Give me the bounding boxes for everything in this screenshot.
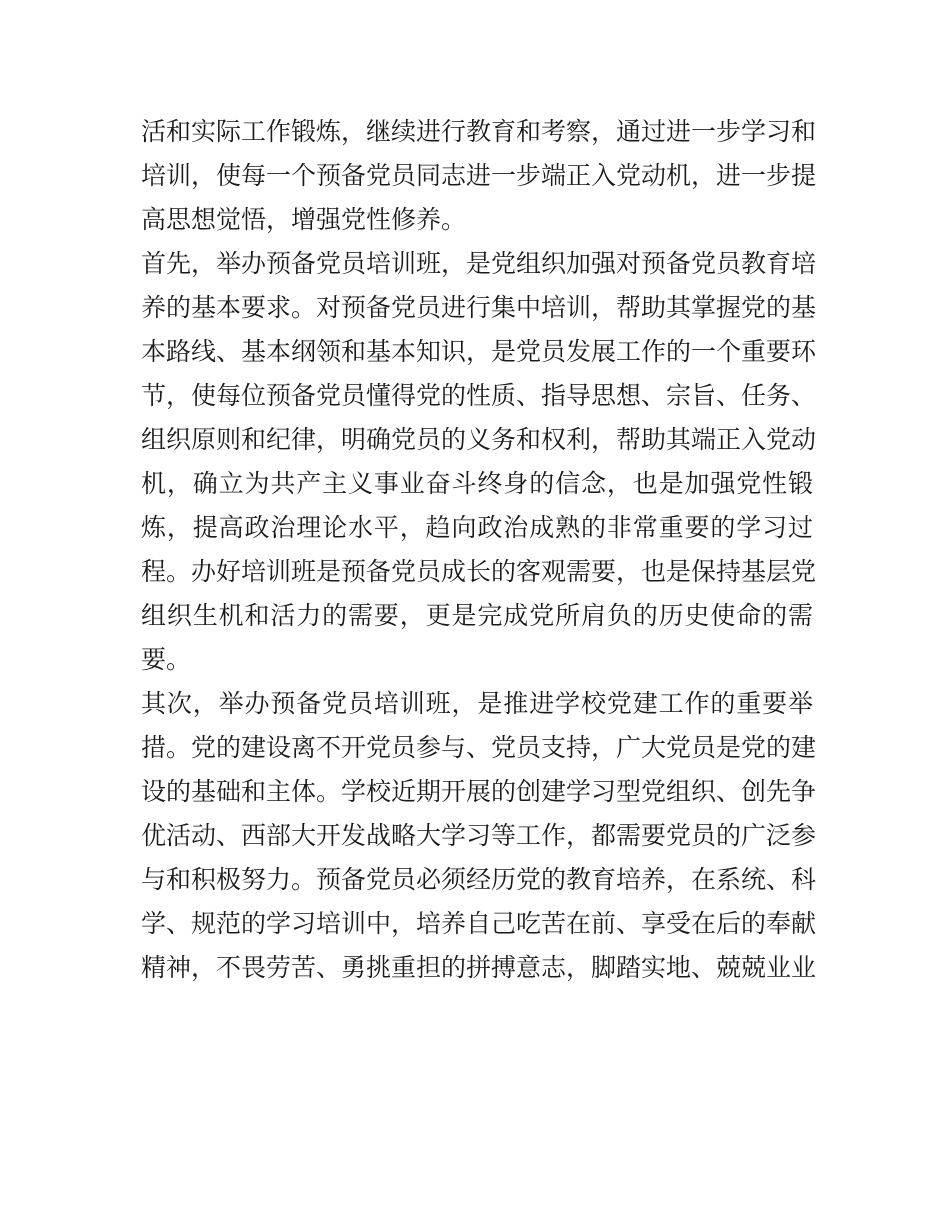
text-line: 组织生机和活力的需要，更是完成党所肩负的历史使命的需	[141, 601, 813, 630]
text-line: 培训，使每一个预备党员同志进一步端正入党动机，进一步提	[141, 161, 817, 190]
text-line: 措。党的建设离不开党员参与、党员支持，广大党员是党的建	[141, 733, 817, 762]
text-line: 与和积极努力。预备党员必须经历党的教育培养，在系统、科	[141, 865, 817, 894]
text-line: 高思想觉悟，增强党性修养。	[141, 205, 467, 234]
text-line: 活和实际工作锻炼，继续进行教育和考察，通过进一步学习和	[141, 117, 817, 146]
document-body	[141, 110, 817, 990]
text-line: 机，确立为共产主义事业奋斗终身的信念，也是加强党性锻	[141, 469, 813, 498]
text-line: 程。办好培训班是预备党员成长的客观需要，也是保持基层党	[141, 557, 817, 586]
text-line: 优活动、西部大开发战略大学习等工作，都需要党员的广泛参	[141, 821, 817, 850]
text-line: 本路线、基本纲领和基本知识，是党员发展工作的一个重要环	[141, 337, 817, 366]
text-line: 组织原则和纪律，明确党员的义务和权利，帮助其端正入党动	[141, 425, 817, 454]
text-line: 要。	[141, 645, 192, 674]
paragraph-2	[141, 242, 817, 682]
text-line: 精神，不畏劳苦、勇挑重担的拼搏意志，脚踏实地、兢兢业业	[141, 953, 817, 982]
text-line: 养的基本要求。对预备党员进行集中培训，帮助其掌握党的基	[141, 293, 817, 322]
text-line: 学、规范的学习培训中，培养自己吃苦在前、享受在后的奉献	[141, 909, 817, 938]
text-line: 炼，提高政治理论水平，趋向政治成熟的非常重要的学习过	[141, 513, 813, 542]
text-line: 其次，举办预备党员培训班，是推进学校党建工作的重要举	[141, 689, 813, 718]
text-line: 设的基础和主体。学校近期开展的创建学习型党组织、创先争	[141, 777, 817, 806]
text-line: 首先，举办预备党员培训班，是党组织加强对预备党员教育培	[141, 249, 817, 278]
paragraph-3	[141, 682, 817, 990]
paragraph-1	[141, 110, 817, 242]
text-line: 节，使每位预备党员懂得党的性质、指导思想、宗旨、任务、	[141, 381, 817, 410]
